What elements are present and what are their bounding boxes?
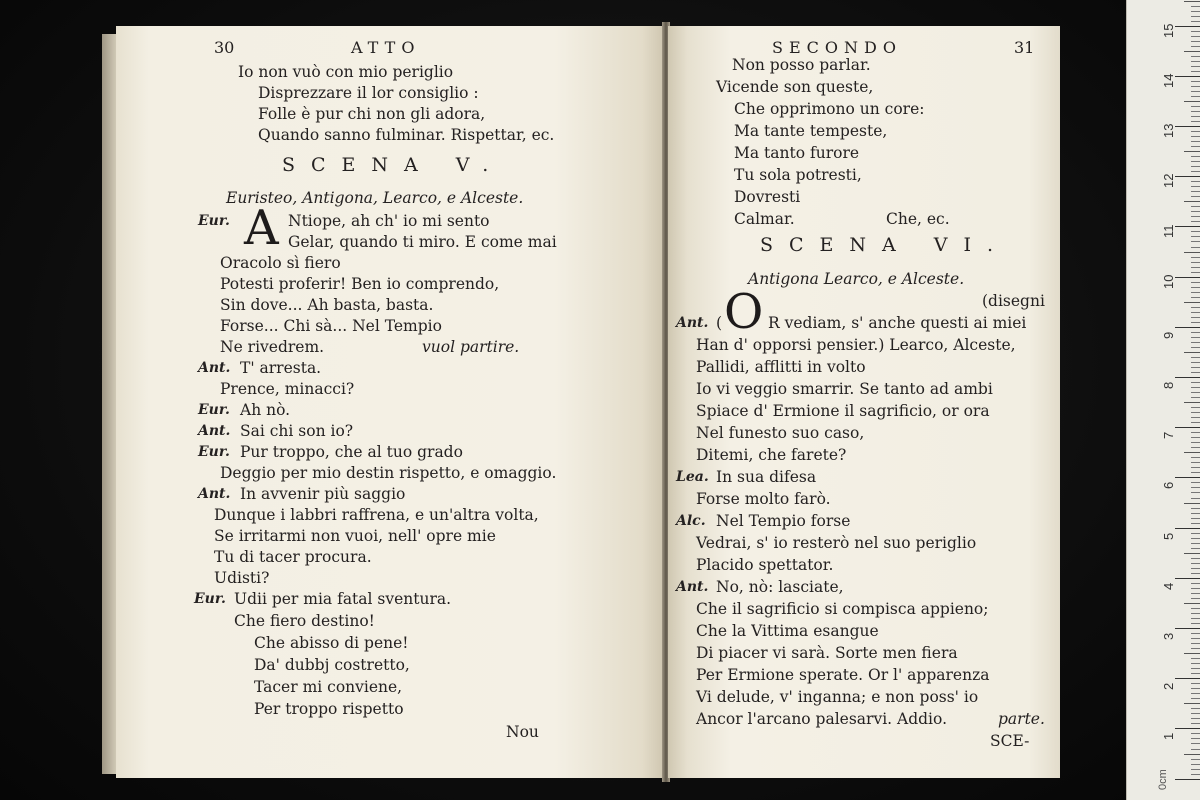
ruler-tick bbox=[1175, 427, 1200, 428]
ruler-tick bbox=[1191, 382, 1200, 383]
ruler-tick bbox=[1191, 81, 1200, 82]
ruler-tick bbox=[1191, 241, 1200, 242]
verse-line: Che, ec. bbox=[886, 210, 950, 228]
ruler-tick bbox=[1191, 673, 1200, 674]
speaker-label: Ant. bbox=[198, 486, 231, 502]
catchword: SCE- bbox=[990, 732, 1030, 750]
aria-line: Per troppo rispetto bbox=[254, 700, 404, 718]
ruler-tick bbox=[1191, 583, 1200, 584]
ruler-tick bbox=[1191, 46, 1200, 47]
ruler-tick bbox=[1191, 513, 1200, 514]
dialogue-line: R vediam, s' anche questi ai miei bbox=[768, 314, 1027, 332]
ruler-tick bbox=[1175, 628, 1200, 629]
dialogue-line: Per Ermione sperate. Or l' apparenza bbox=[696, 666, 990, 684]
ruler-tick bbox=[1191, 332, 1200, 333]
ruler-number: 7 bbox=[1161, 431, 1176, 440]
ruler-tick bbox=[1191, 216, 1200, 217]
ruler-tick bbox=[1191, 21, 1200, 22]
ruler-tick bbox=[1184, 151, 1200, 152]
dialogue-line: Di piacer vi sarà. Sorte men fiera bbox=[696, 644, 958, 662]
ruler-tick bbox=[1191, 573, 1200, 574]
ruler-tick bbox=[1191, 282, 1200, 283]
ruler-number: 12 bbox=[1161, 173, 1176, 189]
ruler-tick bbox=[1191, 457, 1200, 458]
ruler-tick bbox=[1191, 749, 1200, 750]
speaker-label: Ant. bbox=[676, 579, 709, 595]
dialogue-line: Ntiope, ah ch' io mi sento bbox=[288, 212, 490, 230]
ruler-tick bbox=[1191, 6, 1200, 7]
paren-mark: ( bbox=[716, 314, 723, 332]
ruler-tick bbox=[1191, 718, 1200, 719]
verse-line: Tu sola potresti, bbox=[734, 166, 862, 184]
speaker-label: Ant. bbox=[676, 315, 709, 331]
ruler-tick bbox=[1191, 623, 1200, 624]
verse-line: Io non vuò con mio periglio bbox=[238, 63, 454, 81]
ruler-tick bbox=[1191, 472, 1200, 473]
ruler-tick bbox=[1191, 442, 1200, 443]
aside-text: (disegni bbox=[982, 292, 1045, 310]
ruler-tick bbox=[1191, 86, 1200, 87]
ruler-tick bbox=[1191, 462, 1200, 463]
ruler-tick bbox=[1191, 693, 1200, 694]
ruler-tick bbox=[1191, 171, 1200, 172]
ruler-tick bbox=[1191, 387, 1200, 388]
measuring-ruler bbox=[1126, 0, 1200, 800]
ruler-tick bbox=[1191, 272, 1200, 273]
ruler-tick bbox=[1184, 51, 1200, 52]
ruler-tick bbox=[1184, 754, 1200, 755]
scene-cast: Antigona Learco, e Alceste. bbox=[748, 270, 965, 288]
verse-line: Non posso parlar. bbox=[732, 56, 871, 74]
ruler-tick bbox=[1191, 723, 1200, 724]
ruler-tick bbox=[1175, 126, 1200, 127]
verse-line: Quando sanno fulminar. Rispettar, ec. bbox=[258, 126, 555, 144]
ruler-tick bbox=[1191, 357, 1200, 358]
ruler-tick bbox=[1175, 528, 1200, 529]
dialogue-line: Han d' opporsi pensier.) Learco, Alceste, bbox=[696, 336, 1016, 354]
ruler-tick bbox=[1191, 56, 1200, 57]
ruler-tick bbox=[1184, 352, 1200, 353]
ruler-tick bbox=[1191, 774, 1200, 775]
ruler-tick bbox=[1191, 518, 1200, 519]
ruler-tick bbox=[1191, 312, 1200, 313]
ruler-tick bbox=[1191, 733, 1200, 734]
ruler-tick bbox=[1184, 603, 1200, 604]
dialogue-line: T' arresta. bbox=[240, 359, 322, 377]
speaker-label: Ant. bbox=[198, 423, 231, 439]
speaker-label: Eur. bbox=[194, 591, 226, 607]
dialogue-line: Ditemi, che farete? bbox=[696, 446, 847, 464]
ruler-tick bbox=[1191, 166, 1200, 167]
ruler-number: 15 bbox=[1161, 23, 1176, 38]
scene-cast: Euristeo, Antigona, Learco, e Alceste. bbox=[226, 189, 524, 207]
ruler-tick bbox=[1191, 543, 1200, 544]
dialogue-line: In sua difesa bbox=[716, 468, 817, 486]
ruler-tick bbox=[1191, 337, 1200, 338]
dialogue-line: Oracolo sì fiero bbox=[220, 254, 341, 272]
dialogue-line: Prence, minacci? bbox=[220, 380, 355, 398]
ruler-tick bbox=[1191, 688, 1200, 689]
ruler-number: 4 bbox=[1161, 582, 1176, 590]
ruler-tick bbox=[1191, 211, 1200, 212]
ruler-tick bbox=[1191, 759, 1200, 760]
ruler-tick bbox=[1191, 668, 1200, 669]
ruler-tick bbox=[1191, 764, 1200, 765]
speaker-label: Alc. bbox=[676, 513, 706, 529]
ruler-tick bbox=[1191, 91, 1200, 92]
ruler-tick bbox=[1175, 477, 1200, 478]
ruler-tick bbox=[1191, 392, 1200, 393]
ruler-tick bbox=[1191, 648, 1200, 649]
ruler-tick bbox=[1191, 186, 1200, 187]
ruler-tick bbox=[1175, 277, 1200, 278]
ruler-tick bbox=[1191, 422, 1200, 423]
ruler-tick bbox=[1191, 146, 1200, 147]
ruler-number: 11 bbox=[1161, 224, 1176, 239]
ruler-tick bbox=[1191, 362, 1200, 363]
ruler-tick bbox=[1191, 492, 1200, 493]
ruler-tick bbox=[1191, 467, 1200, 468]
ruler-tick bbox=[1191, 658, 1200, 659]
speaker-label: Lea. bbox=[676, 469, 709, 485]
ruler-number: 2 bbox=[1161, 682, 1176, 691]
ruler-tick bbox=[1184, 302, 1200, 303]
ruler-tick bbox=[1191, 372, 1200, 373]
ruler-tick bbox=[1191, 523, 1200, 524]
ruler-tick bbox=[1184, 553, 1200, 554]
ruler-tick bbox=[1191, 236, 1200, 237]
verse-line: Vicende son queste, bbox=[716, 78, 874, 96]
ruler-tick bbox=[1191, 638, 1200, 639]
ruler-tick bbox=[1191, 588, 1200, 589]
ruler-tick bbox=[1191, 633, 1200, 634]
ruler-number: 9 bbox=[1161, 331, 1176, 339]
dialogue-line: Spiace d' Ermione il sagrificio, or ora bbox=[696, 402, 990, 420]
ruler-number: 3 bbox=[1161, 632, 1176, 640]
ruler-tick bbox=[1191, 397, 1200, 398]
ruler-tick bbox=[1191, 11, 1200, 12]
dialogue-line: Gelar, quando ti miro. E come mai bbox=[288, 233, 557, 251]
ruler-number: 6 bbox=[1161, 482, 1176, 490]
aria-line: Che fiero destino! bbox=[234, 612, 375, 630]
ruler-tick bbox=[1191, 292, 1200, 293]
ruler-tick bbox=[1191, 508, 1200, 509]
ruler-number: 8 bbox=[1161, 381, 1176, 389]
dialogue-line: Io vi veggio smarrir. Se tanto ad ambi bbox=[696, 380, 993, 398]
open-book bbox=[96, 22, 1056, 782]
dialogue-line: Ancor l'arcano palesarvi. Addio. bbox=[696, 710, 948, 728]
ruler-tick bbox=[1191, 683, 1200, 684]
ruler-tick bbox=[1191, 563, 1200, 564]
speaker-label: Eur. bbox=[198, 213, 230, 229]
ruler-tick bbox=[1184, 653, 1200, 654]
ruler-tick bbox=[1175, 578, 1200, 579]
ruler-tick bbox=[1191, 267, 1200, 268]
dialogue-line: Vi delude, v' inganna; e non poss' io bbox=[696, 688, 979, 706]
ruler-tick bbox=[1191, 738, 1200, 739]
ruler-tick bbox=[1191, 206, 1200, 207]
stage-direction: vuol partire. bbox=[422, 338, 520, 356]
ruler-tick bbox=[1191, 367, 1200, 368]
dialogue-line: No, nò: lasciate, bbox=[716, 578, 844, 596]
ruler-tick bbox=[1191, 482, 1200, 483]
ruler-tick bbox=[1184, 402, 1200, 403]
dialogue-line: Pur troppo, che al tuo grado bbox=[240, 443, 463, 461]
ruler-tick bbox=[1191, 698, 1200, 699]
ruler-tick bbox=[1191, 548, 1200, 549]
ruler-tick bbox=[1184, 503, 1200, 504]
ruler-tick bbox=[1191, 297, 1200, 298]
ruler-tick bbox=[1191, 287, 1200, 288]
verse-line: Disprezzare il lor consiglio : bbox=[258, 84, 479, 102]
ruler-tick bbox=[1191, 538, 1200, 539]
ruler-number: 13 bbox=[1161, 123, 1176, 138]
scene-title: SCENA VI. bbox=[760, 234, 1010, 256]
ruler-tick bbox=[1175, 176, 1200, 177]
ruler-tick bbox=[1191, 713, 1200, 714]
ruler-tick bbox=[1191, 221, 1200, 222]
ruler-tick bbox=[1191, 558, 1200, 559]
ruler-tick bbox=[1191, 161, 1200, 162]
ruler-tick bbox=[1191, 131, 1200, 132]
verse-line: Ma tante tempeste, bbox=[734, 122, 888, 140]
dialogue-line: Sai chi son io? bbox=[240, 422, 354, 440]
ruler-tick bbox=[1191, 196, 1200, 197]
dialogue-line: Forse molto farò. bbox=[696, 490, 831, 508]
ruler-tick bbox=[1191, 247, 1200, 248]
dialogue-line: Udisti? bbox=[214, 569, 270, 587]
ruler-tick bbox=[1191, 498, 1200, 499]
ruler-tick bbox=[1191, 31, 1200, 32]
left-page-number: 30 bbox=[214, 38, 235, 57]
ruler-tick bbox=[1191, 437, 1200, 438]
verse-line: Che opprimono un core: bbox=[734, 100, 925, 118]
dialogue-line: Tu di tacer procura. bbox=[214, 548, 372, 566]
right-running-head: SECONDO bbox=[772, 38, 902, 57]
verse-line: Ma tanto furore bbox=[734, 144, 860, 162]
ruler-tick bbox=[1191, 407, 1200, 408]
scene-title: SCENA V. bbox=[282, 154, 505, 176]
ruler-tick bbox=[1191, 613, 1200, 614]
dialogue-line: Se irritarmi non vuoi, nell' opre mie bbox=[214, 527, 496, 545]
ruler-tick bbox=[1191, 116, 1200, 117]
ruler-tick bbox=[1191, 593, 1200, 594]
dialogue-line: Udii per mia fatal sventura. bbox=[234, 590, 452, 608]
ruler-tick bbox=[1191, 71, 1200, 72]
dialogue-line: Nel Tempio forse bbox=[716, 512, 851, 530]
ruler-tick bbox=[1175, 327, 1200, 328]
ruler-tick bbox=[1191, 66, 1200, 67]
ruler-tick bbox=[1175, 728, 1200, 729]
aria-line: Che abisso di pene! bbox=[254, 634, 409, 652]
dialogue-line: Potesti proferir! Ben io comprendo, bbox=[220, 275, 500, 293]
catchword: Nou bbox=[506, 723, 539, 741]
ruler-tick bbox=[1184, 252, 1200, 253]
ruler-tick bbox=[1191, 618, 1200, 619]
right-page-number: 31 bbox=[1014, 38, 1035, 57]
ruler-tick bbox=[1191, 412, 1200, 413]
ruler-tick bbox=[1191, 487, 1200, 488]
dialogue-line: Ne rivedrem. bbox=[220, 338, 325, 356]
ruler-tick bbox=[1175, 779, 1200, 780]
exit-direction: parte. bbox=[998, 710, 1045, 728]
dialogue-line: Pallidi, afflitti in volto bbox=[696, 358, 866, 376]
ruler-tick bbox=[1175, 226, 1200, 227]
ruler-tick bbox=[1191, 417, 1200, 418]
ruler-number: 10 bbox=[1161, 274, 1176, 289]
ruler-tick bbox=[1191, 347, 1200, 348]
verse-line: Folle è pur chi non gli adora, bbox=[258, 105, 486, 123]
dialogue-line: Dunque i labbri raffrena, e un'altra volta, bbox=[214, 506, 539, 524]
speaker-label: Ant. bbox=[198, 360, 231, 376]
dialogue-line: Deggio per mio destin rispetto, e omaggio. bbox=[220, 464, 557, 482]
drop-cap: A bbox=[244, 200, 279, 256]
ruler-tick bbox=[1191, 111, 1200, 112]
dialogue-line: Nel funesto suo caso, bbox=[696, 424, 865, 442]
left-page bbox=[116, 26, 664, 778]
ruler-tick bbox=[1191, 36, 1200, 37]
ruler-tick bbox=[1175, 377, 1200, 378]
ruler-tick bbox=[1191, 156, 1200, 157]
drop-cap: O bbox=[724, 284, 764, 340]
ruler-tick bbox=[1191, 96, 1200, 97]
ruler-tick bbox=[1191, 41, 1200, 42]
ruler-tick bbox=[1191, 432, 1200, 433]
ruler-tick bbox=[1191, 61, 1200, 62]
aria-line: Da' dubbj costretto, bbox=[254, 656, 410, 674]
right-page bbox=[668, 26, 1060, 778]
dialogue-line: In avvenir più saggio bbox=[240, 485, 406, 503]
dialogue-line: Sin dove... Ah basta, basta. bbox=[220, 296, 434, 314]
ruler-tick bbox=[1191, 743, 1200, 744]
ruler-tick bbox=[1191, 533, 1200, 534]
ruler-tick bbox=[1191, 322, 1200, 323]
verse-line: Calmar. bbox=[734, 210, 795, 228]
ruler-tick bbox=[1184, 101, 1200, 102]
left-running-head: ATTO bbox=[351, 38, 421, 57]
ruler-tick bbox=[1175, 26, 1200, 27]
dialogue-line: Che il sagrificio si compisca appieno; bbox=[696, 600, 989, 618]
ruler-tick bbox=[1191, 257, 1200, 258]
ruler-tick bbox=[1184, 452, 1200, 453]
verse-line: Dovresti bbox=[734, 188, 801, 206]
ruler-unit: 0cm bbox=[1157, 769, 1169, 790]
ruler-tick bbox=[1191, 708, 1200, 709]
aria-line: Tacer mi conviene, bbox=[254, 678, 403, 696]
ruler-tick bbox=[1175, 76, 1200, 77]
speaker-label: Eur. bbox=[198, 402, 230, 418]
ruler-tick bbox=[1191, 136, 1200, 137]
dialogue-line: Vedrai, s' io resterò nel suo periglio bbox=[696, 534, 977, 552]
ruler-tick bbox=[1191, 317, 1200, 318]
ruler-tick bbox=[1191, 598, 1200, 599]
ruler-tick bbox=[1191, 769, 1200, 770]
ruler-tick bbox=[1191, 447, 1200, 448]
ruler-number: 1 bbox=[1161, 733, 1176, 741]
dialogue-line: Placido spettator. bbox=[696, 556, 834, 574]
ruler-tick bbox=[1191, 181, 1200, 182]
ruler-tick bbox=[1191, 342, 1200, 343]
ruler-tick bbox=[1191, 16, 1200, 17]
dialogue-line: Forse... Chi sà... Nel Tempio bbox=[220, 317, 442, 335]
ruler-tick bbox=[1191, 663, 1200, 664]
ruler-tick bbox=[1191, 608, 1200, 609]
ruler-tick bbox=[1191, 231, 1200, 232]
ruler-tick bbox=[1191, 191, 1200, 192]
ruler-tick bbox=[1191, 262, 1200, 263]
dialogue-line: Che la Vittima esangue bbox=[696, 622, 879, 640]
ruler-tick bbox=[1184, 1, 1200, 2]
ruler-tick bbox=[1191, 643, 1200, 644]
ruler-tick bbox=[1184, 703, 1200, 704]
ruler-tick bbox=[1175, 678, 1200, 679]
ruler-number: 14 bbox=[1161, 73, 1176, 88]
speaker-label: Eur. bbox=[198, 444, 230, 460]
ruler-tick bbox=[1191, 121, 1200, 122]
ruler-tick bbox=[1191, 141, 1200, 142]
ruler-tick bbox=[1191, 307, 1200, 308]
ruler-tick bbox=[1184, 201, 1200, 202]
ruler-number: 5 bbox=[1161, 532, 1176, 540]
dialogue-line: Ah nò. bbox=[240, 401, 291, 419]
ruler-tick bbox=[1191, 568, 1200, 569]
ruler-tick bbox=[1191, 106, 1200, 107]
